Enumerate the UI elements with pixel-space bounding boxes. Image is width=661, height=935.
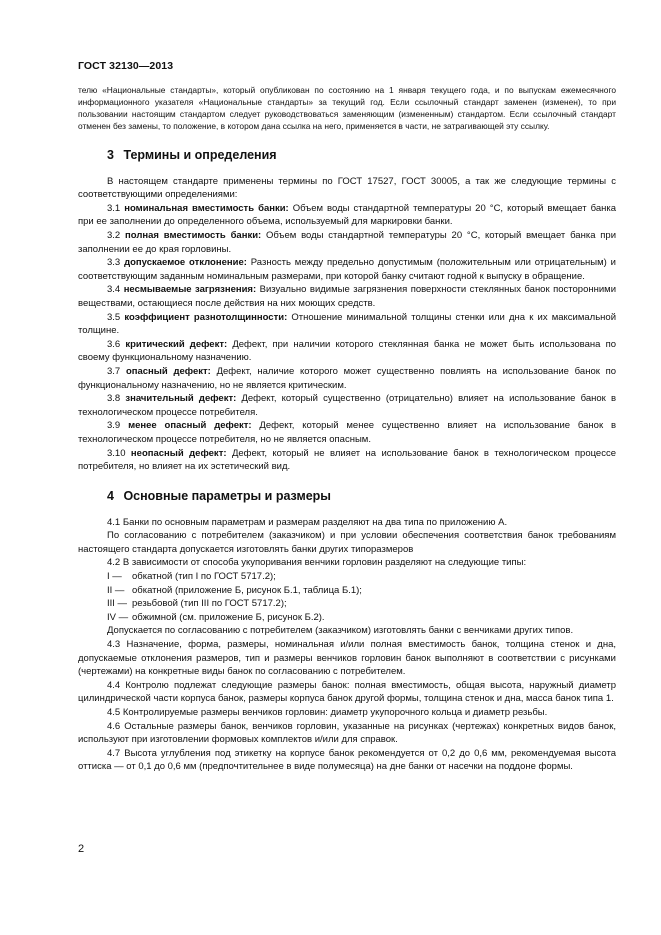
neck-type-item <box>78 611 616 625</box>
term-text: Дефект, который существенно (отрицательно) влияет на использование банок в технологическом процессе потребителя. <box>78 393 617 418</box>
paragraph-4-3: 4.3 Назначение, форма, размеры, номинальная и/или полная вместимость банок, толщина стенок и дна, допускаемые отклонения размеров, тип и размеры венчиков горловин банок выполняют в соответствии с рисунками (чертежами) на конкретные виды банок по согласованию с потребителем. <box>78 639 616 678</box>
section-3-number: 3 <box>107 147 114 162</box>
page-number: 2 <box>78 843 85 855</box>
term-name: опасный дефект: <box>125 365 211 377</box>
neck-type-text: резьбовой (тип III по ГОСТ 5717.2); <box>132 598 287 610</box>
neck-type-mark: III — <box>107 598 128 610</box>
neck-type-text: обжимной (см. приложение Б, рисунок Б.2). <box>132 611 325 623</box>
neck-type-text: обкатной (приложение Б, рисунок Б.1, таблица Б.1); <box>132 584 362 596</box>
term-name: несмываемые загрязнения: <box>123 284 257 296</box>
term-text: Дефект, при наличии которого стеклянная банка не может быть использована по своему функциональному назначению. <box>78 338 617 364</box>
term-definition <box>78 392 616 419</box>
term-number: 3.5 <box>107 311 121 323</box>
term-definition <box>78 311 616 338</box>
term-text: Разность между предельно допустимым (положительным или отрицательным) и соответствующим заданным номинальным размерами, при которой банку считают годной к выпуску в обращение. <box>78 257 616 282</box>
term-definition <box>78 283 616 310</box>
term-number: 3.6 <box>107 338 121 350</box>
term-definition <box>78 202 616 229</box>
term-number: 3.9 <box>107 420 121 432</box>
term-definition <box>78 419 616 446</box>
section-4-title: Основные параметры и размеры <box>123 488 331 503</box>
section-4-number: 4 <box>107 488 114 503</box>
paragraph-4-2: 4.2 В зависимости от способа укупоривания венчики горловин разделяют на следующие типы: <box>107 557 527 569</box>
term-number: 3.8 <box>107 393 121 405</box>
term-text: Отношение минимальной толщины стенки или дна к их максимальной толщине. <box>78 311 617 337</box>
term-text: Дефект, который не влияет на использование банок в технологическом процессе потребителя, но влияет на их эстетический вид. <box>78 447 617 473</box>
section-3-heading <box>107 148 616 163</box>
term-name: значительный дефект: <box>125 393 237 405</box>
section-4-heading <box>107 489 616 504</box>
term-text: Объем воды стандартной температуры 20 °С, который вмещает банка при заполнении ее до края горловины. <box>78 230 617 255</box>
neck-type-mark: IV — <box>107 611 129 623</box>
term-definition <box>78 256 616 283</box>
section-3-lead: В настоящем стандарте применены термины по ГОСТ 17527, ГОСТ 30005, а так же следующие термины с соответствующими определениями: <box>78 175 616 201</box>
term-name: полная вместимость банки: <box>125 230 262 241</box>
neck-type-text: обкатной (тип I по ГОСТ 5717.2); <box>132 571 276 583</box>
term-name: коэффициент разнотолщинности: <box>124 311 288 323</box>
term-name: критический дефект: <box>125 338 228 350</box>
paragraph-4-6: 4.6 Остальные размеры банок, венчиков горловин, указанные на рисунках (чертежах) конкретных видов банок, используют при изготовлении формовых комплектов и/или для справок. <box>78 720 616 746</box>
term-number: 3.1 <box>107 202 121 214</box>
term-text: Дефект, который менее существенно влияет на использование банок в технологическом процессе потребителя, но не является опасным. <box>78 420 616 445</box>
neck-types-list <box>78 570 616 624</box>
term-name: неопасный дефект: <box>130 447 227 459</box>
term-name: менее опасный дефект: <box>128 420 252 432</box>
neck-type-item <box>78 570 616 584</box>
neck-type-mark: I — <box>107 571 122 583</box>
paragraph-4-7: 4.7 Высота углубления под этикетку на корпусе банок рекомендуется от 0,2 до 0,6 мм, рекомендуемая высота оттиска — от 0,1 до 0,6 мм (предпочтительнее в виде полумесяца) на дне банки от насечки на поддоне формы. <box>78 747 616 773</box>
neck-type-item <box>78 584 616 598</box>
term-definition <box>78 365 616 392</box>
term-number: 3.7 <box>107 365 121 377</box>
paragraph-4-4: 4.4 Контролю подлежат следующие размеры банок: полная вместимость, общая высота, наружный диаметр цилиндрической части корпуса банок, размеры корпуса банок другой формы, толщина стенок и дна, масса банок типа 1. <box>78 679 616 705</box>
paragraph-4-1: 4.1 Банки по основным параметрам и размерам разделяют на два типа по приложению А. <box>107 516 508 528</box>
term-number: 3.10 <box>107 447 126 459</box>
paragraph-4-1-note: По согласованию с потребителем (заказчиком) и при условии обеспечения соответствия банок требованиям настоящего стандарта допускается изготовлять банки других типоразмеров <box>78 530 616 555</box>
page-content <box>78 85 616 774</box>
term-definition <box>78 447 616 474</box>
term-definition <box>78 338 616 365</box>
document-header: ГОСТ 32130—2013 <box>78 60 174 72</box>
term-text: Визуально видимые загрязнения поверхности стеклянных банок посторонними веществами, остающиеся после действия на них моющих средств. <box>78 284 616 309</box>
paragraph-4-2-note: Допускается по согласованию с потребителем (заказчиком) изготовлять банки с венчиками других типов. <box>107 625 574 637</box>
term-name: допускаемое отклонение: <box>124 257 247 269</box>
paragraph-4-5: 4.5 Контролируемые размеры венчиков горловин: диаметр укупорочного кольца и диаметр резьбы. <box>107 707 548 718</box>
term-name: номинальная вместимость банки: <box>124 202 289 214</box>
term-number: 3.2 <box>107 230 121 241</box>
section-3-title: Термины и определения <box>123 147 277 162</box>
terms-list <box>78 202 616 474</box>
term-definition <box>78 229 616 256</box>
term-number: 3.4 <box>107 284 121 296</box>
term-text: Дефект, наличие которого может существенно повлиять на использование банок по функциональному назначению, но не является критическим. <box>78 365 617 391</box>
term-text: Объем воды стандартной температуры 20 °С, который вмещает банка при ее заполнении до определенного объема, используемый для маркировки банки. <box>78 202 617 228</box>
neck-type-item <box>78 597 616 611</box>
term-number: 3.3 <box>107 257 121 269</box>
intro-paragraph: телю «Национальные стандарты», который опубликован по состоянию на 1 января текущего года, и по выпускам ежемесячного информационного указателя «Национальные стандарты» за текущий год. Если ссылочный стандарт заменен (изменен), то при пользовании настоящим стандартом следует руководствоваться заменяющим (измененным) стандартом. Если ссылочный стандарт отменен без замены, то положение, в котором дана ссылка на него, применяется в части, не затрагивающей эту ссылку. <box>78 85 616 131</box>
neck-type-mark: II — <box>107 584 125 596</box>
